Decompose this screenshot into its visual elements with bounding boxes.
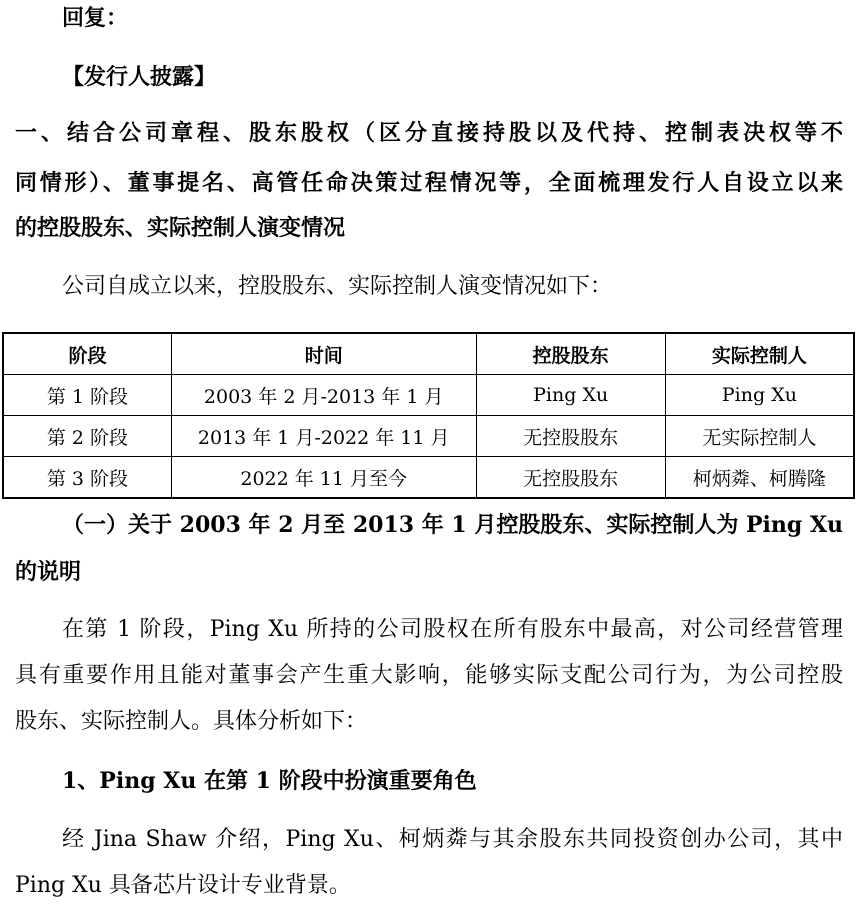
cell-stage: 第 2 阶段 [3,416,171,457]
cell-controlling-shareholder: 无控股股东 [476,457,665,499]
cell-actual-controller: 无实际控制人 [665,416,854,457]
section-heading-line: 的控股股东、实际控制人演变情况 [15,215,346,241]
table-row [3,416,854,457]
paragraph-line: 经 Jina Shaw 介绍，Ping Xu、柯炳粦与其余股东共同投资创办公司，其中 [62,827,843,852]
cell-actual-controller: 柯炳粦、柯腾隆 [665,457,854,499]
table-header-row [3,333,854,375]
paragraph-line: 股东、实际控制人。具体分析如下： [15,709,368,734]
header-period: 时间 [171,333,476,375]
cell-period: 2003 年 2 月-2013 年 1 月 [171,375,476,416]
cell-stage: 第 3 阶段 [3,457,171,499]
subsection-heading-line: 的说明 [15,559,82,585]
table-row [3,375,854,416]
point-heading: 1、Ping Xu 在第 1 阶段中扮演重要角色 [62,768,477,794]
stage-table [2,332,855,499]
header-stage: 阶段 [3,333,171,375]
cell-period: 2022 年 11 月至今 [171,457,476,499]
section-heading-line: 一、结合公司章程、股东股权（区分直接持股以及代持、控制表决权等不 [15,120,843,146]
table-row [3,457,854,499]
cell-controlling-shareholder: 无控股股东 [476,416,665,457]
paragraph-line: 具有重要作用且能对董事会产生重大影响，能够实际支配公司行为，为公司控股 [15,663,843,688]
cell-controlling-shareholder: Ping Xu [476,375,665,416]
intro-paragraph: 公司自成立以来，控股股东、实际控制人演变情况如下： [62,274,613,299]
paragraph-line: Ping Xu 具备芯片设计专业背景。 [15,873,351,898]
disclosure-heading: 【发行人披露】 [62,64,217,90]
header-actual-controller: 实际控制人 [665,333,854,375]
cell-actual-controller: Ping Xu [665,375,854,416]
paragraph-line: 在第 1 阶段，Ping Xu 所持的公司股权在所有股东中最高，对公司经营管理 [62,617,843,642]
reply-label: 回复： [62,5,129,31]
subsection-heading-line: （一）关于 2003 年 2 月至 2013 年 1 月控股股东、实际控制人为 Ping Xu [62,512,844,538]
cell-period: 2013 年 1 月-2022 年 11 月 [171,416,476,457]
cell-stage: 第 1 阶段 [3,375,171,416]
section-heading-line: 同情形）、董事提名、高管任命决策过程情况等，全面梳理发行人自设立以来 [15,170,843,196]
header-controlling-shareholder: 控股股东 [476,333,665,375]
